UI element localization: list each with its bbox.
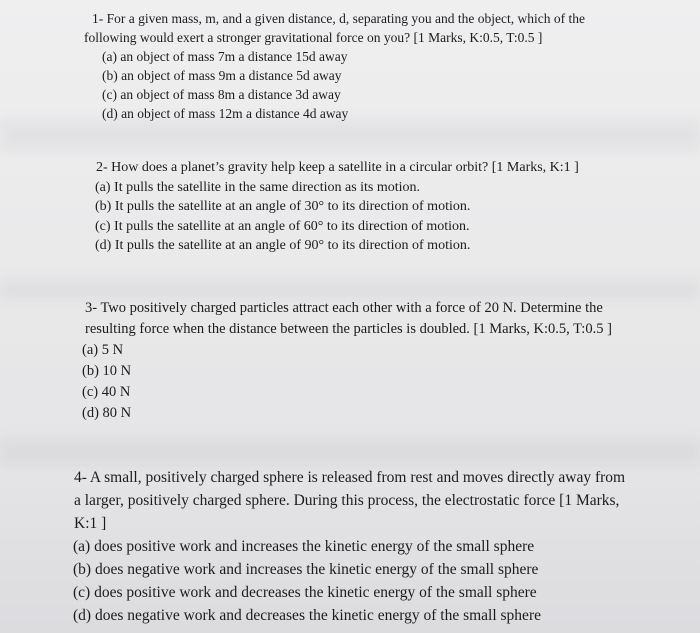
question-1-stem-line-2 [84,28,585,47]
question-1-option-b: (b) an object of mass 9m a distance 5d away [102,68,342,83]
question-2-option-d: (d) It pulls the satellite at an angle of 90° to its direction of motion. [95,238,471,253]
question-3-option-a: (a) 5 N [82,342,124,358]
background-shading [0,280,700,300]
question-3 [82,298,612,424]
question-1-option-a: (a) an object of mass 7m a distance 15d away [102,49,348,64]
question-3-option-d: (d) 80 N [82,405,132,421]
question-4-option-d: (d) does negative work and decreases the kinetic energy of the small sphere [73,607,541,624]
question-1 [84,9,585,123]
question-1-stem-line-2-text: following would exert a stronger gravitational force on you? [1 Marks, K:0.5, T:0.5 ] [84,30,543,45]
question-3-stem-line-2: resulting force when the distance between the particles is doubled. [1 Marks, K:0.5, T:0.5 ] [85,321,612,337]
question-4-stem-line-1: 4- A small, positively charged sphere is released from rest and moves directly away from [74,469,626,486]
question-3-stem-line-1: 3- Two positively charged particles attract each other with a force of 20 N. Determine the [85,300,603,316]
question-4 [74,466,625,627]
question-2-option-a: (a) It pulls the satellite in the same direction as its motion. [95,179,421,195]
question-2-option-c: (c) It pulls the satellite at an angle of 60° to its direction of motion. [95,218,470,234]
question-1-stem-line-1: 1- For a given mass, m, and a given distance, d, separating you and the object, which of the [92,11,585,26]
background-shading [0,440,700,464]
question-1-option-d: (d) an object of mass 12m a distance 4d away [102,106,349,121]
question-1-option-c: (c) an object of mass 8m a distance 3d away [102,87,341,102]
question-4-stem-line-3: K:1 ] [74,515,107,532]
question-2 [96,158,579,256]
question-4-option-c: (c) does positive work and decreases the kinetic energy of the small sphere [73,584,537,601]
question-4-option-b: (b) does negative work and increases the kinetic energy of the small sphere [73,561,539,578]
question-3-option-c: (c) 40 N [82,384,131,400]
question-4-option-a: (a) does positive work and increases the kinetic energy of the small sphere [73,538,535,555]
background-shading [0,120,700,150]
question-3-option-b: (b) 10 N [82,363,132,379]
question-2-stem-line-1: 2- How does a planet’s gravity help keep a satellite in a circular orbit? [1 Marks, K:1 ] [96,160,579,175]
question-4-stem-line-2: a larger, positively charged sphere. During this process, the electrostatic force [1 Marks, [74,492,620,509]
question-2-option-b: (b) It pulls the satellite at an angle of 30° to its direction of motion. [95,199,471,214]
